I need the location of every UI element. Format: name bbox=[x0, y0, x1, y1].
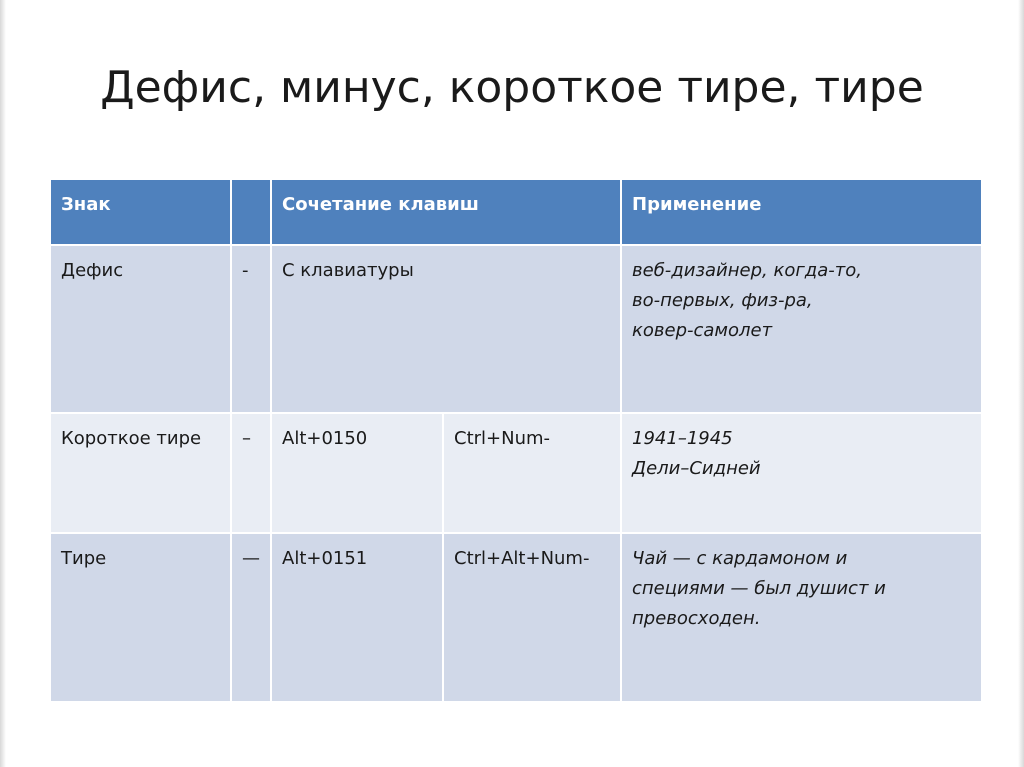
dash-table bbox=[49, 178, 983, 703]
header-usage: Применение bbox=[621, 179, 982, 245]
cell-shortcut: С клавиатуры bbox=[271, 245, 621, 413]
slide-right-edge bbox=[1018, 0, 1024, 767]
usage-line: специями — был душист и bbox=[632, 578, 886, 599]
header-symbol bbox=[231, 179, 271, 245]
cell-symbol: – bbox=[231, 413, 271, 533]
header-sign: Знак bbox=[50, 179, 231, 245]
usage-line: ковер-самолет bbox=[632, 320, 773, 341]
usage-line: Дели–Сидней bbox=[632, 458, 761, 479]
cell-name: Дефис bbox=[50, 245, 231, 413]
slide-left-edge bbox=[0, 0, 6, 767]
cell-name: Короткое тире bbox=[50, 413, 231, 533]
cell-shortcut-alt: Ctrl+Num- bbox=[443, 413, 621, 533]
cell-symbol: — bbox=[231, 533, 271, 702]
header-shortcut: Сочетание клавиш bbox=[271, 179, 621, 245]
cell-shortcut: Alt+0151 bbox=[271, 533, 443, 702]
cell-name: Тире bbox=[50, 533, 231, 702]
cell-usage bbox=[621, 533, 982, 702]
table-header-row bbox=[50, 179, 982, 245]
usage-line: Чай — с кардамоном и bbox=[632, 548, 848, 569]
cell-shortcut-alt: Ctrl+Alt+Num- bbox=[443, 533, 621, 702]
slide-title: Дефис, минус, короткое тире, тире bbox=[100, 62, 924, 113]
cell-symbol: - bbox=[231, 245, 271, 413]
usage-line: веб-дизайнер, когда-то, bbox=[632, 260, 862, 281]
table-row-hyphen bbox=[50, 245, 982, 413]
table-row-em-dash bbox=[50, 533, 982, 702]
cell-shortcut: Alt+0150 bbox=[271, 413, 443, 533]
cell-usage bbox=[621, 245, 982, 413]
usage-line: 1941–1945 bbox=[632, 428, 733, 449]
table-row-en-dash bbox=[50, 413, 982, 533]
usage-line: во-первых, физ-ра, bbox=[632, 290, 813, 311]
usage-line: превосходен. bbox=[632, 608, 761, 629]
cell-usage bbox=[621, 413, 982, 533]
